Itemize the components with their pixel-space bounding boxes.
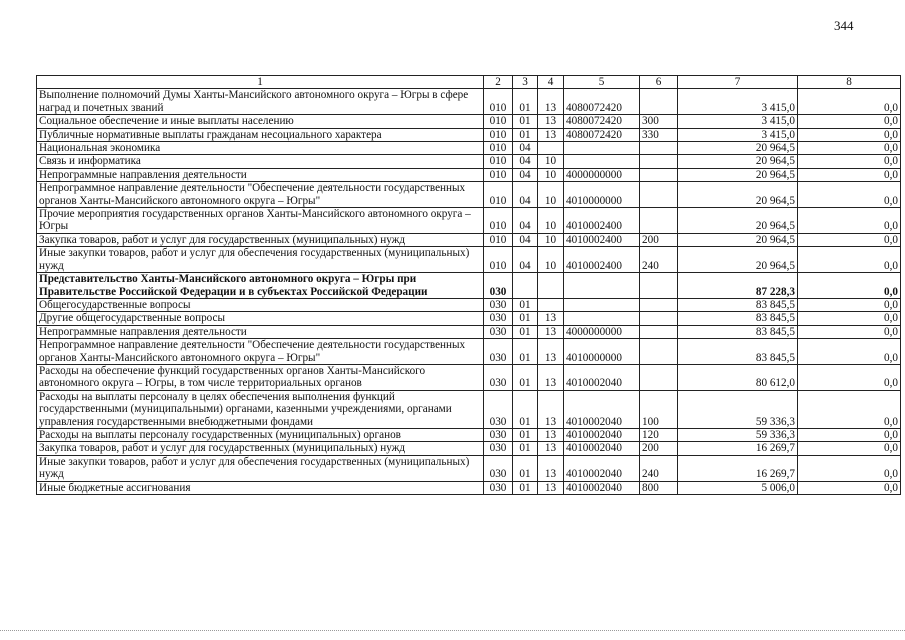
cell-code-admin: 010 — [484, 115, 513, 128]
cell-name: Другие общегосударственные вопросы — [37, 312, 484, 325]
cell-target-article: 4010002040 — [564, 390, 640, 428]
cell-expense-type — [640, 208, 678, 234]
cell-amount-other: 0,0 — [798, 298, 901, 311]
cell-code-admin: 010 — [484, 142, 513, 155]
cell-code-admin: 030 — [484, 312, 513, 325]
cell-subsection: 10 — [538, 182, 564, 208]
cell-amount: 16 269,7 — [678, 455, 798, 481]
table-row — [37, 273, 901, 299]
cell-section: 04 — [513, 208, 538, 234]
cell-expense-type — [640, 364, 678, 390]
cell-name: Связь и информатика — [37, 155, 484, 168]
cell-target-article: 4010002400 — [564, 247, 640, 273]
cell-target-article: 4000000000 — [564, 325, 640, 338]
cell-section: 01 — [513, 390, 538, 428]
cell-amount: 3 415,0 — [678, 89, 798, 115]
table-row — [37, 233, 901, 246]
table-row — [37, 168, 901, 181]
cell-name: Расходы на выплаты персоналу государственных (муниципальных) органов — [37, 428, 484, 441]
cell-amount: 59 336,3 — [678, 428, 798, 441]
cell-amount: 20 964,5 — [678, 247, 798, 273]
cell-target-article: 4010002400 — [564, 208, 640, 234]
cell-amount-other: 0,0 — [798, 273, 901, 299]
header-col-7: 7 — [678, 76, 798, 89]
cell-target-article — [564, 155, 640, 168]
cell-section: 04 — [513, 155, 538, 168]
cell-amount: 87 228,3 — [678, 273, 798, 299]
table-row — [37, 155, 901, 168]
cell-code-admin: 010 — [484, 155, 513, 168]
cell-amount: 3 415,0 — [678, 115, 798, 128]
table-row — [37, 298, 901, 311]
cell-amount-other: 0,0 — [798, 155, 901, 168]
cell-section: 01 — [513, 128, 538, 141]
cell-section: 01 — [513, 115, 538, 128]
cell-expense-type — [640, 89, 678, 115]
cell-target-article: 4010002400 — [564, 233, 640, 246]
table-row — [37, 390, 901, 428]
cell-expense-type: 240 — [640, 455, 678, 481]
cell-code-admin: 010 — [484, 247, 513, 273]
header-col-4: 4 — [538, 76, 564, 89]
cell-code-admin: 030 — [484, 325, 513, 338]
cell-subsection: 13 — [538, 325, 564, 338]
cell-amount-other: 0,0 — [798, 128, 901, 141]
cell-amount-other: 0,0 — [798, 182, 901, 208]
cell-expense-type: 100 — [640, 390, 678, 428]
cell-target-article: 4010002040 — [564, 428, 640, 441]
cell-amount: 83 845,5 — [678, 312, 798, 325]
cell-section — [513, 273, 538, 299]
budget-table — [36, 75, 901, 495]
cell-name: Выполнение полномочий Думы Ханты-Мансийского автономного округа – Югры в сфере наград и почетных званий — [37, 89, 484, 115]
cell-amount: 5 006,0 — [678, 481, 798, 494]
cell-subsection: 13 — [538, 364, 564, 390]
cell-subsection: 13 — [538, 312, 564, 325]
cell-name: Иные закупки товаров, работ и услуг для обеспечения государственных (муниципальных) нужд — [37, 455, 484, 481]
cell-amount: 3 415,0 — [678, 128, 798, 141]
cell-target-article: 4010000000 — [564, 182, 640, 208]
table-row — [37, 128, 901, 141]
cell-amount: 20 964,5 — [678, 233, 798, 246]
table-row — [37, 115, 901, 128]
table-row — [37, 442, 901, 455]
cell-amount-other: 0,0 — [798, 390, 901, 428]
cell-code-admin: 030 — [484, 481, 513, 494]
cell-section: 01 — [513, 89, 538, 115]
cell-subsection — [538, 298, 564, 311]
table-row — [37, 481, 901, 494]
cell-amount: 20 964,5 — [678, 155, 798, 168]
cell-subsection: 10 — [538, 168, 564, 181]
cell-section: 01 — [513, 312, 538, 325]
cell-code-admin: 010 — [484, 233, 513, 246]
cell-subsection: 13 — [538, 339, 564, 365]
cell-subsection: 13 — [538, 455, 564, 481]
header-col-5: 5 — [564, 76, 640, 89]
cell-code-admin: 010 — [484, 89, 513, 115]
cell-amount-other: 0,0 — [798, 428, 901, 441]
table-row — [37, 455, 901, 481]
cell-target-article: 4080072420 — [564, 115, 640, 128]
cell-amount-other: 0,0 — [798, 89, 901, 115]
cell-amount-other: 0,0 — [798, 115, 901, 128]
cell-code-admin: 010 — [484, 128, 513, 141]
cell-amount-other: 0,0 — [798, 142, 901, 155]
cell-section: 01 — [513, 364, 538, 390]
table-row — [37, 182, 901, 208]
cell-name: Закупка товаров, работ и услуг для государственных (муниципальных) нужд — [37, 442, 484, 455]
cell-name: Прочие мероприятия государственных органов Ханты-Мансийского автономного округа – Югры — [37, 208, 484, 234]
cell-target-article: 4010002040 — [564, 455, 640, 481]
cell-target-article: 4010002040 — [564, 442, 640, 455]
table-row — [37, 89, 901, 115]
cell-subsection: 10 — [538, 233, 564, 246]
cell-amount: 80 612,0 — [678, 364, 798, 390]
table-row — [37, 364, 901, 390]
cell-code-admin: 030 — [484, 428, 513, 441]
cell-name: Непрограммное направление деятельности "Обеспечение деятельности государственных органов Ханты-Мансийского автономного округа – Югры" — [37, 339, 484, 365]
cell-amount-other: 0,0 — [798, 312, 901, 325]
cell-amount-other: 0,0 — [798, 247, 901, 273]
scan-artifact-line — [0, 630, 905, 631]
cell-amount: 20 964,5 — [678, 142, 798, 155]
cell-subsection: 10 — [538, 208, 564, 234]
table-row — [37, 208, 901, 234]
cell-amount-other: 0,0 — [798, 233, 901, 246]
cell-expense-type: 120 — [640, 428, 678, 441]
cell-code-admin: 030 — [484, 273, 513, 299]
cell-amount-other: 0,0 — [798, 455, 901, 481]
cell-code-admin: 030 — [484, 364, 513, 390]
cell-code-admin: 010 — [484, 208, 513, 234]
cell-amount: 20 964,5 — [678, 168, 798, 181]
cell-target-article: 4010002040 — [564, 481, 640, 494]
cell-subsection — [538, 273, 564, 299]
cell-section: 01 — [513, 339, 538, 365]
cell-expense-type: 300 — [640, 115, 678, 128]
cell-name: Непрограммные направления деятельности — [37, 168, 484, 181]
cell-expense-type — [640, 155, 678, 168]
cell-section: 01 — [513, 298, 538, 311]
cell-name: Расходы на обеспечение функций государственных органов Ханты-Мансийского автономного округа – Югры, в том числе территориальных органов — [37, 364, 484, 390]
cell-expense-type — [640, 182, 678, 208]
cell-subsection: 13 — [538, 115, 564, 128]
cell-name: Иные бюджетные ассигнования — [37, 481, 484, 494]
cell-name: Непрограммные направления деятельности — [37, 325, 484, 338]
cell-section: 04 — [513, 142, 538, 155]
cell-amount: 83 845,5 — [678, 325, 798, 338]
cell-subsection: 13 — [538, 481, 564, 494]
table-row — [37, 312, 901, 325]
cell-expense-type — [640, 273, 678, 299]
cell-section: 04 — [513, 182, 538, 208]
table-row — [37, 428, 901, 441]
cell-amount: 83 845,5 — [678, 298, 798, 311]
cell-code-admin: 030 — [484, 339, 513, 365]
cell-subsection: 13 — [538, 128, 564, 141]
cell-target-article — [564, 312, 640, 325]
cell-amount: 83 845,5 — [678, 339, 798, 365]
cell-subsection: 13 — [538, 89, 564, 115]
cell-subsection: 10 — [538, 155, 564, 168]
cell-amount: 16 269,7 — [678, 442, 798, 455]
cell-target-article — [564, 273, 640, 299]
cell-amount-other: 0,0 — [798, 208, 901, 234]
cell-code-admin: 030 — [484, 390, 513, 428]
cell-amount-other: 0,0 — [798, 442, 901, 455]
cell-amount-other: 0,0 — [798, 339, 901, 365]
cell-amount-other: 0,0 — [798, 364, 901, 390]
cell-subsection: 13 — [538, 442, 564, 455]
cell-section: 01 — [513, 428, 538, 441]
cell-amount-other: 0,0 — [798, 168, 901, 181]
cell-amount: 59 336,3 — [678, 390, 798, 428]
cell-subsection: 13 — [538, 390, 564, 428]
table-row — [37, 339, 901, 365]
cell-amount-other: 0,0 — [798, 325, 901, 338]
cell-name: Непрограммное направление деятельности "Обеспечение деятельности государственных органов Ханты-Мансийского автономного округа – Югры" — [37, 182, 484, 208]
cell-code-admin: 030 — [484, 455, 513, 481]
header-col-3: 3 — [513, 76, 538, 89]
cell-amount-other: 0,0 — [798, 481, 901, 494]
cell-code-admin: 010 — [484, 168, 513, 181]
table-header-row — [37, 76, 901, 89]
cell-section: 01 — [513, 455, 538, 481]
cell-expense-type — [640, 339, 678, 365]
cell-code-admin: 030 — [484, 442, 513, 455]
cell-section: 04 — [513, 233, 538, 246]
cell-name: Представительство Ханты-Мансийского автономного округа – Югры при Правительстве Российской Федерации и в субъектах Российской Федерации — [37, 273, 484, 299]
cell-expense-type — [640, 325, 678, 338]
cell-expense-type: 330 — [640, 128, 678, 141]
cell-expense-type: 200 — [640, 233, 678, 246]
cell-section: 01 — [513, 325, 538, 338]
cell-subsection: 10 — [538, 247, 564, 273]
cell-section: 04 — [513, 247, 538, 273]
cell-expense-type — [640, 298, 678, 311]
cell-name: Иные закупки товаров, работ и услуг для обеспечения государственных (муниципальных) нужд — [37, 247, 484, 273]
cell-section: 01 — [513, 442, 538, 455]
cell-code-admin: 010 — [484, 182, 513, 208]
cell-name: Публичные нормативные выплаты гражданам несоциального характера — [37, 128, 484, 141]
cell-target-article: 4010002040 — [564, 364, 640, 390]
cell-amount: 20 964,5 — [678, 182, 798, 208]
cell-name: Закупка товаров, работ и услуг для государственных (муниципальных) нужд — [37, 233, 484, 246]
cell-subsection: 13 — [538, 428, 564, 441]
cell-code-admin: 030 — [484, 298, 513, 311]
cell-target-article: 4010000000 — [564, 339, 640, 365]
cell-target-article: 4080072420 — [564, 89, 640, 115]
cell-expense-type: 240 — [640, 247, 678, 273]
cell-name: Расходы на выплаты персоналу в целях обеспечения выполнения функций государственными (муниципальными) органами, казенными учреждениями, органами управления государственными внебюджетными фондами — [37, 390, 484, 428]
header-col-1: 1 — [37, 76, 484, 89]
cell-expense-type: 200 — [640, 442, 678, 455]
cell-expense-type: 800 — [640, 481, 678, 494]
cell-target-article: 4080072420 — [564, 128, 640, 141]
table-row — [37, 142, 901, 155]
cell-expense-type — [640, 312, 678, 325]
cell-name: Национальная экономика — [37, 142, 484, 155]
cell-name: Социальное обеспечение и иные выплаты населению — [37, 115, 484, 128]
header-col-6: 6 — [640, 76, 678, 89]
page-number: 344 — [834, 18, 854, 33]
cell-section: 01 — [513, 481, 538, 494]
cell-expense-type — [640, 142, 678, 155]
table-row — [37, 325, 901, 338]
cell-name: Общегосударственные вопросы — [37, 298, 484, 311]
header-col-8: 8 — [798, 76, 901, 89]
header-col-2: 2 — [484, 76, 513, 89]
cell-section: 04 — [513, 168, 538, 181]
cell-expense-type — [640, 168, 678, 181]
cell-subsection — [538, 142, 564, 155]
table-row — [37, 247, 901, 273]
cell-target-article — [564, 142, 640, 155]
cell-target-article: 4000000000 — [564, 168, 640, 181]
cell-target-article — [564, 298, 640, 311]
cell-amount: 20 964,5 — [678, 208, 798, 234]
